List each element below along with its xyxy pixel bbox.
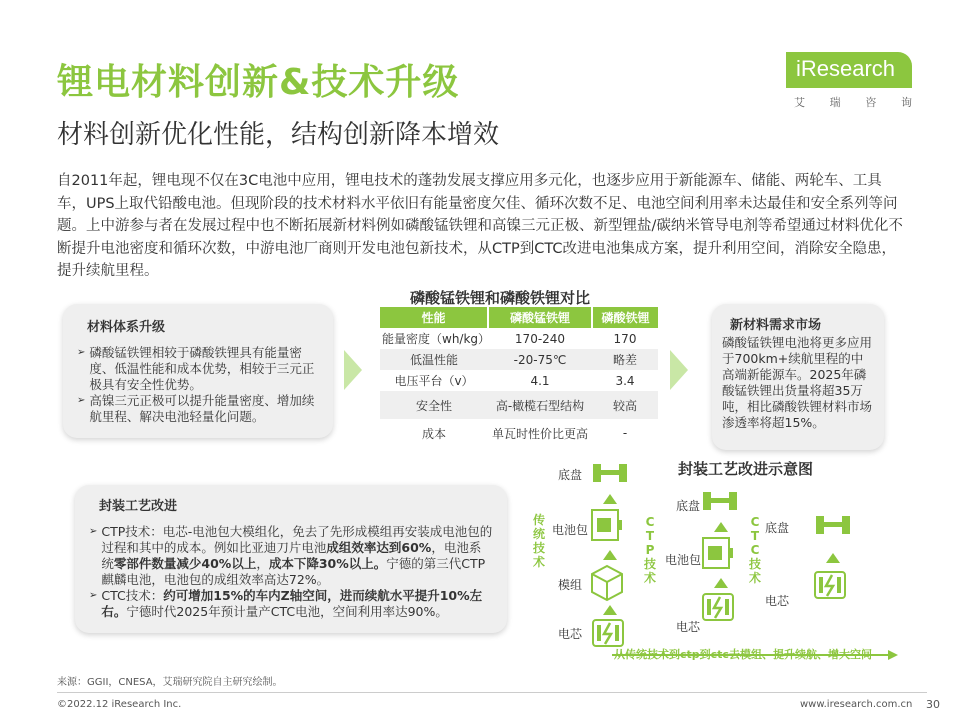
table-cell: 成本 <box>421 426 446 441</box>
diagram-label: 电池包 <box>665 553 702 567</box>
material-bullet <box>77 345 319 393</box>
diagram-label: 电芯 <box>676 620 701 634</box>
source-note: 来源：GGII，CNESA，艾瑞研究院自主研究绘制。 <box>57 677 283 688</box>
table-row <box>380 419 658 447</box>
ctc-bullet <box>89 588 493 620</box>
bullet-arrow-icon: ➢ <box>77 347 86 358</box>
ctc-bullet-text <box>101 588 493 620</box>
table-header-row <box>380 307 658 328</box>
table-cell: 高-橄榄石型结构 <box>488 391 592 419</box>
compare-table-wrapper <box>380 307 658 447</box>
arrow-right-icon <box>670 350 688 390</box>
arrow-right-icon <box>344 350 362 390</box>
table-cell: - <box>622 426 628 440</box>
package-panel <box>75 485 507 633</box>
footer-divider <box>57 692 927 693</box>
diagram-label: 底盘 <box>765 521 790 535</box>
ctp-text: ， <box>256 556 269 571</box>
ctp-highlight: 零部件数量减少40%以上 <box>113 556 257 571</box>
table-row <box>380 328 658 349</box>
logo-char: 询 <box>900 96 912 109</box>
intro-paragraph: 自2011年起，锂电现不仅在3C电池中应用，锂电技术的蓬勃发展支撑应用多元化，也逐步应用于新能源车、储能、两轮车、工具车，UPS上取代铅酸电池。但现阶段的技术材料水平依旧有能量密度欠佳、循环次数不足、电池空间利用率未达最佳和安全系列等问题。上中游参与者在发展过程中也不断拓展新材料例如磷酸锰铁锂和高镍三元正极、新型锂盐/碳纳米管导电剂等希望通过材料优化不断提升电池密度和循环次数，中游电池厂商则开发电池包新技术，从CTP到CTC改进电池集成方案，提升利用空间，消除安全隐患，提升续航里程。 <box>57 173 903 279</box>
market-panel-heading: 新材料需求市场 <box>730 318 822 333</box>
ctp-bullet-text <box>101 524 493 588</box>
table-cell: 安全性 <box>380 391 488 419</box>
table-cell: 170-240 <box>514 331 566 346</box>
ctc-highlight: 约可增加15%的车内Z轴空间，进而续航水平提升10%左右。 <box>101 588 483 619</box>
market-panel <box>712 304 884 450</box>
material-bullet-text: 高镍三元正极可以提升能量密度、增加续航里程、解决电池轻量化问题。 <box>89 393 315 424</box>
logo-subtitle <box>794 94 912 110</box>
table-header: 磷酸锰铁锂 <box>488 307 592 328</box>
compare-table-title: 磷酸锰铁锂和磷酸铁锂对比 <box>410 289 591 307</box>
package-panel-heading: 封装工艺改进 <box>99 499 178 514</box>
diagram-title: 封装工艺改进示意图 <box>678 460 814 478</box>
ctp-text: ，电池系统 <box>101 540 482 571</box>
material-bullet <box>77 393 319 425</box>
table-cell: 170 <box>613 331 637 346</box>
ctp-highlight: 成组效率达到60% <box>326 540 432 555</box>
diagram-label: 电芯 <box>558 627 583 641</box>
logo: iResearch <box>796 56 896 81</box>
table-cell: 能量密度（wh/kg） <box>382 332 491 346</box>
diagram-label: 底盘 <box>558 468 583 482</box>
logo-char: 艾 <box>794 96 805 109</box>
material-panel <box>63 304 333 438</box>
table-row <box>380 370 658 391</box>
table-cell: 电压平台（v） <box>394 374 474 388</box>
ctp-text: 宁德的第三代CTP麒麟电池，电池包的成组效率高达72%。 <box>101 556 486 587</box>
diagram-bottom-caption: 从传统技术到ctp到ctc去模组、提升续航、增大空间 <box>614 648 872 661</box>
ctp-tech-label: CTP技术 <box>643 515 656 585</box>
ctp-text: CTP技术：电芯-电池包大模组化，免去了先形成模组再安装成电池包的过程和其中的成本。例如比亚迪刀片电池 <box>101 524 493 555</box>
ctp-bullet <box>89 524 493 588</box>
ctc-tech-label: CTC技术 <box>748 515 761 585</box>
table-cell: 略差 <box>592 349 658 370</box>
table-cell: 单瓦时性价比更高 <box>491 426 588 441</box>
table-cell: -20-75℃ <box>488 349 592 370</box>
diagram-label: 模组 <box>558 578 583 592</box>
diagram-label: 电池包 <box>552 523 589 537</box>
table-cell: 较高 <box>592 391 658 419</box>
logo-char: 咨 <box>865 96 877 109</box>
website-link[interactable]: www.iresearch.com.cn <box>800 699 913 710</box>
material-bullet-text: 磷酸锰铁锂相较于磷酸铁锂具有能量密度、低温性能和成本优势，相较于三元正极具有安全性优势。 <box>89 345 315 392</box>
bullet-arrow-icon: ➢ <box>89 526 98 537</box>
bullet-arrow-icon: ➢ <box>89 590 98 601</box>
material-panel-heading: 材料体系升级 <box>87 320 166 335</box>
page-subtitle: 材料创新优化性能，结构创新降本增效 <box>57 120 500 150</box>
page-number: 30 <box>926 698 940 711</box>
table-header: 磷酸铁锂 <box>592 307 658 328</box>
diagram-label: 电芯 <box>765 594 790 608</box>
table-header: 性能 <box>380 307 488 328</box>
table-cell: 4.1 <box>530 373 550 388</box>
ctc-text: 宁德时代2025年预计量产CTC电池，空间利用率达90%。 <box>126 604 448 619</box>
compare-table <box>380 307 658 447</box>
logo-char: 瑞 <box>829 96 841 109</box>
copyright: ©2022.12 iResearch Inc. <box>57 699 182 710</box>
table-cell: 3.4 <box>615 373 635 388</box>
table-cell: 低温性能 <box>380 349 488 370</box>
bullet-arrow-icon: ➢ <box>77 395 86 406</box>
market-panel-text: 磷酸锰铁锂电池将更多应用于700km+续航里程的中高端新能源车。2025年磷酸锰铁锂出货量将超35万吨，相比磷酸铁锂材料市场渗透率将超15%。 <box>722 335 873 430</box>
ctc-text: CTC技术： <box>101 588 164 603</box>
diagram-label: 底盘 <box>676 499 701 513</box>
traditional-tech-label: 传统技术 <box>532 513 545 569</box>
page-title: 锂电材料创新&技术升级 <box>57 62 460 103</box>
table-row <box>380 391 658 419</box>
table-row <box>380 349 658 370</box>
ctp-highlight: 成本下降30%以上。 <box>268 556 387 571</box>
